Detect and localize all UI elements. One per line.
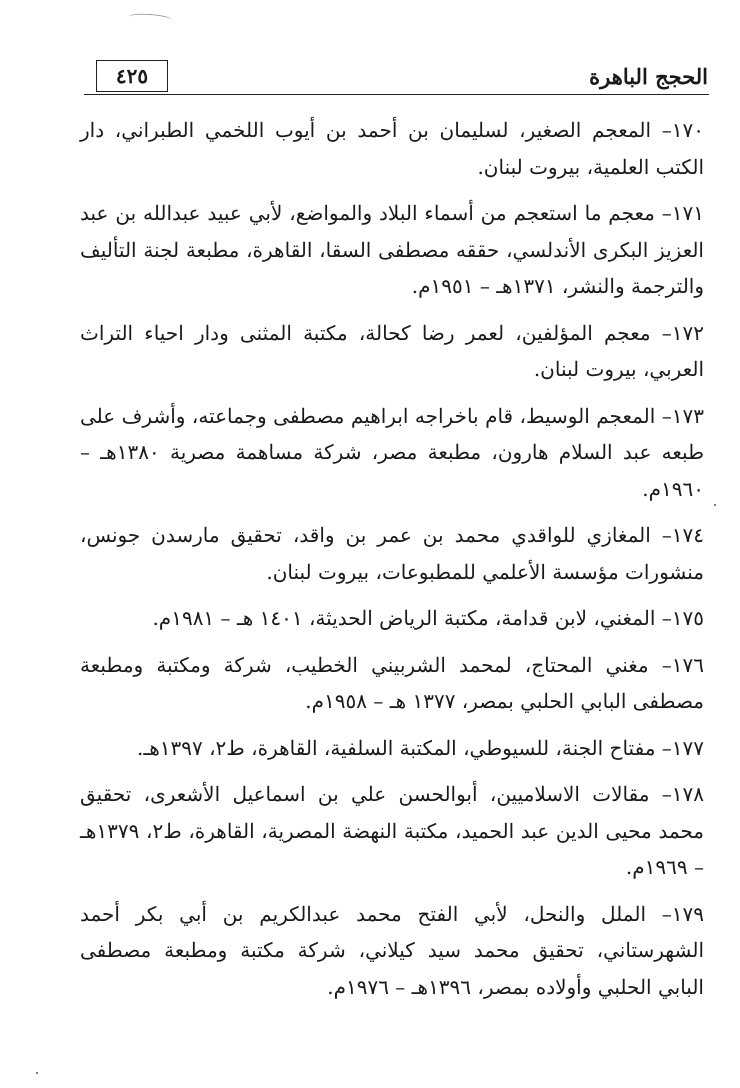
pen-mark [128, 12, 173, 24]
bibliography-entry: ١٧٩– الملل والنحل، لأبي الفتح محمد عبدالكريم بن أبي بكر أحمد الشهرستاني، تحقيق محمد سيد كيلاني، شركة مكتبة ومطبعة مصطفى البابي الحلبي وأولاده بمصر، ١٣٩٦هـ – ١٩٧٦م. [80, 901, 705, 999]
page-header [90, 58, 712, 98]
bibliography-entry: ١٧٧– مفتاح الجنة، للسيوطي، المكتبة السلفية، القاهرة، ط٢، ١٣٩٧هـ. [136, 735, 704, 760]
running-title: الحجج الباهرة [589, 64, 708, 89]
bibliography-entry: ١٧١– معجم ما استعجم من أسماء البلاد والمواضع، لأبي عبيد عبدالله بن عبد العزيز البكرى الأندلسي، حققه مصطفى السقا، القاهرة، مطبعة لجنة التأليف والترجمة والنشر، ١٣٧١هـ – ١٩٥١م. [80, 201, 704, 298]
bibliography-entry: ١٧٥– المغني، لابن قدامة، مكتبة الرياض الحديثة، ١٤٠١ هـ – ١٩٨١م. [152, 606, 704, 630]
header-rule [84, 94, 709, 95]
bibliography-entry: ١٧٨– مقالات الاسلاميين، أبوالحسن علي بن اسماعيل الأشعرى، تحقيق محمد محيى الدين عبد الحميد، مكتبة النهضة المصرية، القاهرة، ط٢، ١٣٧٩هـ – ١٩٦٩م. [80, 782, 704, 879]
scan-speck [36, 1072, 38, 1074]
scan-speck [714, 504, 716, 506]
page-number: ٤٢٥ [96, 60, 168, 92]
bibliography-entry: ١٧٦– مغني المحتاج، لمحمد الشربيني الخطيب، شركة ومكتبة ومطبعة مصطفى البابي الحلبي بمصر، ١٣٧٧ هـ – ١٩٥٨م. [80, 652, 704, 713]
bibliography-entry: ١٧٠– المعجم الصغير، لسليمان بن أحمد بن أيوب اللخمي الطبراني، دار الكتب العلمية، بيروت لبنان. [80, 118, 705, 179]
bibliography-entry: ١٧٣– المعجم الوسيط، قام باخراجه ابراهيم مصطفى وجماعته، وأشرف على طبعه عبد السلام هارون، مطبعة مصر، شركة مساهمة مصرية ١٣٨٠هـ – ١٩٦٠م. [80, 403, 704, 501]
bibliography-list [80, 112, 704, 1015]
bibliography-entry: ١٧٤– المغازي للواقدي محمد بن عمر بن واقد، تحقيق مارسدن جونس، منشورات مؤسسة الأعلمي للمطبوعات، بيروت لبنان. [80, 523, 704, 584]
bibliography-entry: ١٧٢– معجم المؤلفين، لعمر رضا كحالة، مكتبة المثنى ودار احياء التراث العربي، بيروت لبنان. [80, 320, 704, 381]
